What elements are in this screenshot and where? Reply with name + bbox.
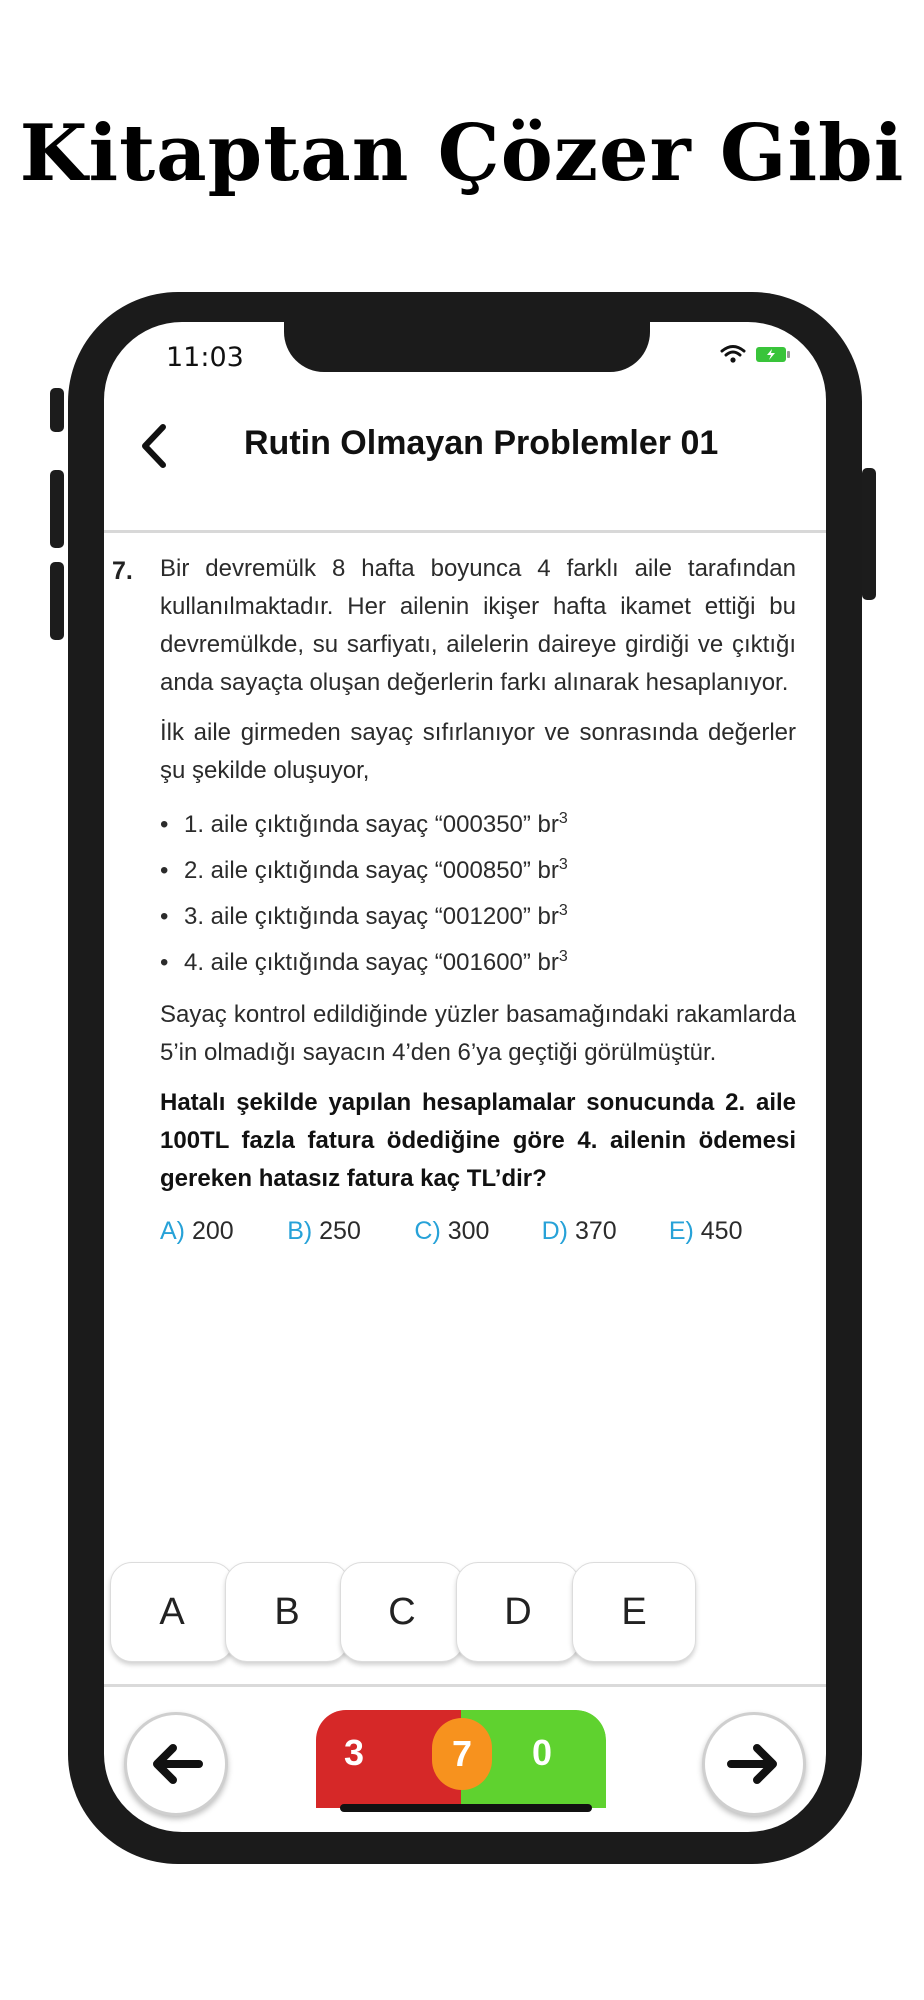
wifi-icon — [720, 344, 746, 364]
option-letter: C) — [414, 1217, 441, 1245]
status-time: 11:03 — [166, 342, 244, 373]
question-paragraph: Bir devremülk 8 hafta boyunca 4 farklı aile tarafından kullanılmaktadır. Her ailenin ikişer hafta ikamet ettiği bu devremülkde, su sarfiyatı, ailelerin daireye girdiği ve çıktığı anda sayaçta oluşan değerlerin farkı alınarak hesaplanıyor. — [160, 555, 796, 696]
answer-button-row — [104, 1562, 826, 1666]
phone-frame — [68, 292, 862, 1864]
battery-icon — [756, 347, 786, 362]
option-b — [287, 1212, 414, 1250]
question-paragraph: Sayaç kontrol edildiğinde yüzler basamağındaki rakamlarda 5’in olmadığı sayacın 4’den 6’ya geçtiği görülmüştür. — [160, 1001, 796, 1066]
list-item — [160, 940, 796, 986]
answer-options — [160, 1212, 796, 1250]
phone-volume-up — [50, 470, 64, 548]
page-title: Rutin Olmayan Problemler 01 — [244, 424, 719, 462]
arrow-right-icon — [727, 1743, 781, 1785]
list-item-text: 4. aile çıktığında sayaç “001600” br — [184, 949, 559, 976]
list-item-text: 3. aile çıktığında sayaç “001200” br — [184, 903, 559, 930]
exponent: 3 — [558, 948, 568, 965]
next-question-button[interactable] — [702, 1712, 806, 1816]
list-item — [160, 848, 796, 894]
question-paragraph: İlk aile girmeden sayaç sıfırlanıyor ve sonrasında değerler şu şekilde oluşuyor, — [160, 719, 796, 784]
promo-headline: Kitaptan Çözer Gibi — [19, 108, 905, 199]
phone-mute-switch — [50, 388, 64, 432]
option-value: 300 — [447, 1217, 490, 1245]
question-prompt: Hatalı şekilde yapılan hesaplamalar sonucunda 2. aile 100TL fazla fatura ödediğine göre 4. ailenin ödemesi gereken hatasız fatura kaç TL’dir? — [160, 1089, 796, 1192]
bottom-divider — [104, 1684, 826, 1687]
option-letter: D) — [541, 1217, 568, 1245]
option-d — [542, 1212, 669, 1250]
answer-button-d[interactable]: D — [456, 1562, 580, 1662]
previous-question-button[interactable] — [124, 1712, 228, 1816]
option-a — [160, 1212, 287, 1250]
answer-button-a[interactable]: A — [110, 1562, 234, 1662]
home-indicator[interactable] — [340, 1804, 592, 1812]
option-letter: E) — [668, 1217, 694, 1245]
wrong-count: 3 — [343, 1732, 365, 1773]
answer-button-e[interactable]: E — [572, 1562, 696, 1662]
question-number: 7. — [112, 557, 133, 585]
list-item-text: 2. aile çıktığında sayaç “000850” br — [184, 857, 559, 884]
exponent: 3 — [558, 810, 568, 827]
score-indicator — [316, 1710, 606, 1808]
header-divider — [104, 530, 826, 533]
back-button[interactable] — [134, 420, 174, 472]
phone-notch — [284, 322, 650, 372]
current-question-badge: 7 — [432, 1718, 492, 1790]
correct-count: 0 — [531, 1732, 553, 1773]
list-item — [160, 894, 796, 940]
option-value: 250 — [319, 1217, 361, 1245]
option-e — [669, 1212, 796, 1250]
header-bar — [104, 392, 826, 498]
option-letter: B) — [287, 1217, 313, 1245]
answer-button-c[interactable]: C — [340, 1562, 464, 1662]
phone-power-button — [862, 468, 876, 600]
exponent: 3 — [558, 902, 568, 919]
question-body — [160, 550, 796, 1250]
option-value: 370 — [574, 1217, 617, 1245]
option-value: 200 — [191, 1217, 234, 1245]
list-item — [160, 802, 796, 848]
chevron-left-icon — [139, 423, 169, 469]
list-item-text: 1. aile çıktığında sayaç “000350” br — [184, 811, 559, 838]
app-screen — [104, 322, 826, 1832]
status-icons — [720, 344, 786, 364]
option-value: 450 — [700, 1217, 743, 1245]
meter-readings-list — [160, 802, 796, 986]
arrow-left-icon — [149, 1743, 203, 1785]
option-letter: A) — [160, 1217, 185, 1245]
phone-volume-down — [50, 562, 64, 640]
exponent: 3 — [558, 856, 568, 873]
answer-button-b[interactable]: B — [225, 1562, 349, 1662]
option-c — [414, 1212, 541, 1250]
